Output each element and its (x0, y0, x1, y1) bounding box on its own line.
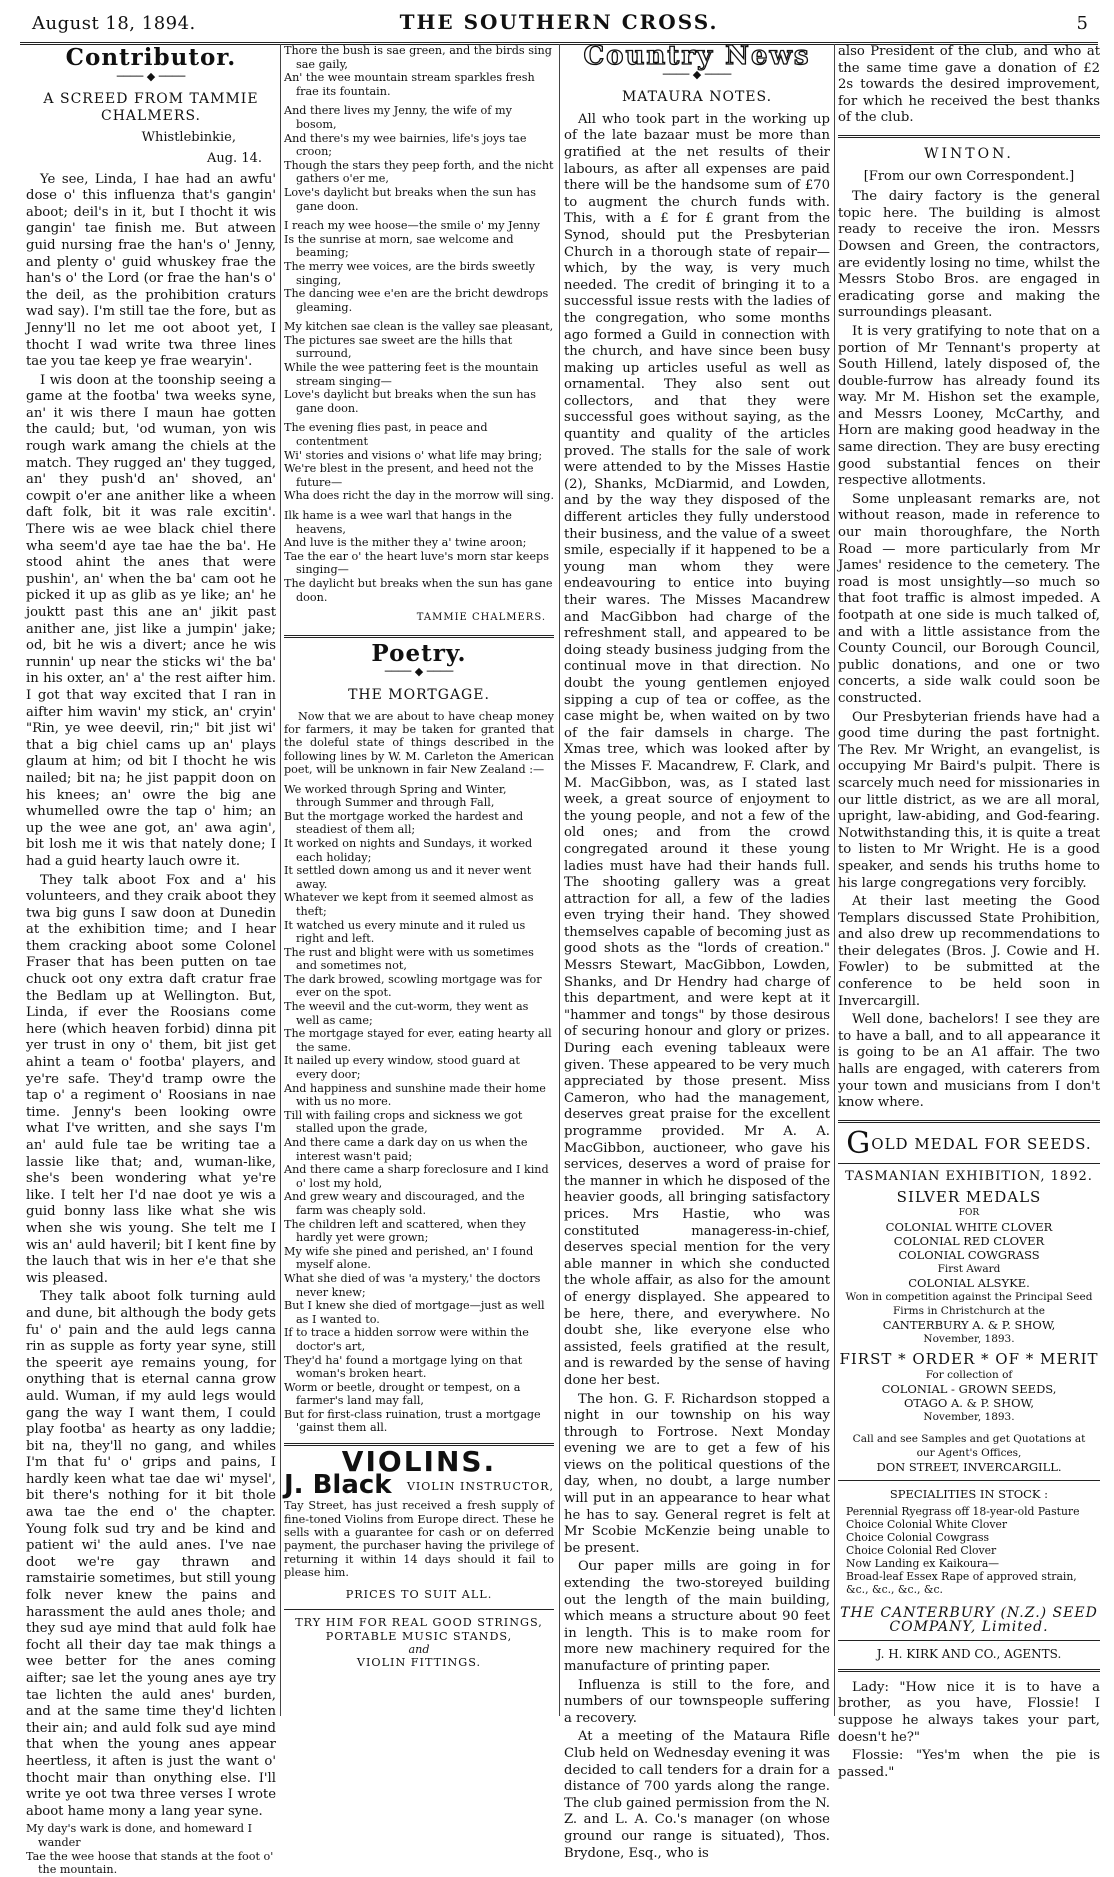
seed-colonial-grown: COLONIAL - GROWN SEEDS, (881, 1381, 1057, 1396)
poem-title: THE MORTGAGE. (348, 686, 490, 703)
poem-line: Love's daylicht but breaks when the sun has gane doon. (284, 185, 536, 213)
section-rule (838, 1120, 1100, 1123)
poem-line: What she died of was 'a mystery,' the doctors never knew; (284, 1271, 541, 1299)
poem-line: We're blest in the present, and heed not the future— (284, 462, 534, 489)
poem-intro: Now that we are about to have cheap money for farmers, it may be taken for granted that the doleful state of things described in the following lines by W. M. Carleton the American poet, will be unknown in fair New Zealand :— (284, 709, 554, 777)
poem-line: It worked on nights and Sundays, it worked each holiday; (284, 836, 533, 864)
poem-line: The pictures sae sweet are the hills that surround, (284, 333, 513, 361)
seed-list-item: Broad-leaf Essex Rape of approved strain, &c., &c., &c., &c. (846, 1569, 1077, 1596)
column-3 (564, 41, 830, 1861)
seed-list-item: Choice Colonial White Clover (846, 1517, 1008, 1531)
article-paragraph: Some unpleasant remarks are, not without reason, made in reference to our main thoroughfare, the North Road — more particularly from Mr James' residence to the cemetery. The road is most unsightly—so much so that foot traffic is almost impeded. A footpath at one side is much talked of, and with a little assistance from the County Council, our Borough Council, public donations, and one or two concerts, a side walk could soon be constructed. (838, 491, 1100, 706)
poem-line: Love's daylicht but breaks when the sun has gane doon. (284, 388, 536, 415)
poem-line: The dancing wee e'en are the bricht dewdrops gleaming. (284, 287, 549, 314)
paper-title: THE SOUTHERN CROSS. (399, 10, 719, 34)
poem-line: The weevil and the cut-worm, they went as well as came; (284, 1000, 529, 1027)
drop-cap: G (846, 1125, 872, 1161)
masthead (20, 4, 1098, 45)
violin-prices: PRICES TO SUIT ALL. (345, 1587, 493, 1601)
joke-reply: Flossie: "Yes'm when the pie is passed." (838, 1748, 1100, 1780)
poem-line: And grew weary and discouraged, and the farm was cheaply sold. (284, 1190, 525, 1217)
poem-line: If to trace a hidden sorrow were within the doctor's art, (284, 1326, 529, 1353)
poem-line: My kitchen sae clean is the valley sae pleasant, (284, 320, 554, 334)
article-paragraph: The dairy factory is the general topic here. The building is almost ready to receive the iron. Messrs Dowsen and Green, the contractors, are evidently losing no time, whilst the Messrs Stobo Bros. are engaged in eradicating gorse and making the surroundings pleasant. (838, 189, 1100, 321)
poem-line: And there came a sharp foreclosure and I kind o' lost my hold, (284, 1163, 549, 1190)
poem-line: It watched us every minute and it ruled us right and left. (284, 918, 526, 946)
poem-line: I reach my wee hoose—the smile o' my Jenny (284, 219, 540, 233)
poem-stanza (284, 219, 554, 314)
violin-stands: PORTABLE MUSIC STANDS, (325, 1629, 513, 1643)
poetry-heading: Poetry. (371, 639, 467, 667)
seed-list-item: Now Landing ex Kaikoura— (846, 1556, 1000, 1570)
contributor-heading: Contributor. (65, 44, 237, 71)
seed-advertisement (838, 1125, 1100, 1661)
violins-heading: VIOLINS. (341, 1445, 497, 1479)
article-paragraph: Influenza is still to the fore, and numbers of our townspeople suffering a recovery. (564, 1677, 830, 1726)
poem-line: Till with failing crops and sickness we got stalled upon the grade, (284, 1108, 523, 1136)
seed-silver-medals: SILVER MEDALS (896, 1187, 1042, 1206)
seed-alsyke: COLONIAL ALSYKE. (908, 1275, 1030, 1290)
ornament-divider: ──── ◆ ──── (384, 665, 454, 679)
article-paragraph: Ye see, Linda, I hae had an awfu' dose o' this influenza that's gangin' aboot; deil's in it, but I thocht it wis gangin' tae finish me. But atween guid nursing frae the han's o' Jenny, and plenty o' guid whuskey frae the han's o' the Lord (or frae the han's o' the deil, as the prohibition craturs wad say). I'm still tae the fore, but as Jenny'll no let me oot aboot yet, I thocht I wad write twa three lines tae you tae keep ye frae wearyin'. (26, 171, 276, 370)
poem-line: We worked through Spring and Winter, through Summer and through Fall, (284, 782, 507, 810)
poem-stanza (284, 104, 554, 213)
poem-line: And happiness and sunshine made their home with us no more. (284, 1081, 546, 1109)
violin-ad-header (284, 1469, 554, 1500)
poem-line: And there's my wee bairnies, life's joys tae croon; (284, 131, 527, 159)
column-rule (559, 44, 560, 1716)
violin-and: and (408, 1642, 430, 1656)
article-paragraph: At a meeting of the Mataura Rifle Club held on Wednesday evening it was decided to call tenders for a drain for a distance of 700 yards along the range. The club gained permission from the N. Z. and L. A. Co.'s manager (on whose ground our range is situated), Thos. Brydone, Esq., who is (564, 1729, 830, 1861)
poem-line: An' the wee mountain stream sparkles fresh frae its fountain. (284, 71, 535, 98)
divider (838, 1640, 1100, 1641)
poem-line: They'd ha' found a mortgage lying on that woman's broken heart. (284, 1353, 523, 1381)
seed-show-1: CANTERBURY A. & P. SHOW, (882, 1317, 1056, 1332)
seed-first-award: First Award (937, 1262, 1001, 1275)
poem-line: Thore the bush is sae green, and the birds sing sae gaily, (284, 44, 552, 71)
winton-title: WINTON. (924, 145, 1014, 162)
advertiser-name: J. Black (284, 1469, 392, 1500)
country-news-heading: Country News (583, 41, 811, 71)
seed-date-2: November, 1893. (923, 1410, 1015, 1423)
poem-line: Tae the ear o' the heart luve's morn star keeps singing— (284, 549, 549, 577)
poem-line: My wife she pined and perished, an' I found myself alone. (284, 1244, 534, 1272)
violin-ad-body: Tay Street, has just received a fresh supply of fine-toned Violins from Europe direct. These he sells with a guarantee for cash or on deferred payment, the purchaser having the privilege of returning it within 14 days should it fail to please him. (284, 1499, 554, 1580)
poem-line: Though the stars they peep forth, and the nicht gathers o'er me, (284, 158, 554, 186)
mortgage-poem (284, 783, 554, 1436)
poem-line: The dark browed, scowling mortgage was for ever on the spot. (284, 972, 542, 1000)
poem-line: And luve is the mither they a' twine aroon; (284, 536, 527, 550)
seed-medal-item: COLONIAL WHITE CLOVER (885, 1219, 1053, 1234)
poem-signature: TAMMIE CHALMERS. (416, 612, 546, 624)
seed-collection: For collection of (925, 1368, 1013, 1381)
column-rule (834, 44, 835, 1716)
section-rule (838, 1669, 1100, 1672)
poem-line: The merry wee voices, are the birds sweetly singing, (284, 259, 535, 287)
mataura-title: MATAURA NOTES. (621, 89, 773, 106)
seed-merit: FIRST * ORDER * OF * MERIT (839, 1349, 1099, 1368)
poem-stanza (284, 509, 554, 604)
divider (838, 1163, 1100, 1164)
article-paragraph: They talk aboot folk turning auld and dune, bit although the body gets fu' o' pain and the auld legs canna rin as supple as forty year syne, still the speerit aye remains young, for onything that is eternal canna grow auld. Wuman, if my auld legs would gang the way I want them, I could play footba' as hearty as ony laddie; bit na, they'll no gang, and whiles I'm that fu' o' grips and pains, I hardly keen what tae dae wi' mysel', bit there's nothing for it bit thole awa tae the end o' the chapter. Young folk sud try and be kind and patient wi' the auld anes. I've nae doot we're gay thrawn and ramstairie sometimes, but still young folk never knew the pains and harassment the auld anes thole; and they sud aye mind that auld folk hae focht all their day tae mak things a wee better for the anes coming aifter; sae let the young anes aye try tae lichten the auld anes' burden, and at the same time they'd lichten their ain; and auld folk sud aye mind that when the young anes appear heertless, it aften is just the want o' thocht mair than onything else. I'll write ye oot twa three verses I wrote aboot hame mony a lang year syne. (26, 1289, 276, 1819)
seed-medal-item: COLONIAL COWGRASS (898, 1247, 1040, 1262)
seed-exhibition: TASMANIAN EXHIBITION, 1892. (845, 1168, 1093, 1184)
winton-byline: [From our own Correspondent.] (863, 168, 1075, 184)
seed-for: FOR (958, 1207, 980, 1218)
seed-list-item: Choice Colonial Red Clover (846, 1543, 997, 1557)
ornament-divider: ──── ◆ ──── (116, 69, 186, 83)
poem-line: The daylicht but breaks when the sun has gane doon. (284, 576, 553, 604)
dateline-date: Aug. 14. (206, 150, 262, 166)
seed-won: Won in competition against the Principal Seed Firms in Christchurch at the (845, 1290, 1093, 1317)
poem-line: Wha does richt the day in the morrow will sing. (284, 489, 555, 503)
page-number: 5 (1076, 13, 1088, 34)
poem-line: And there came a dark day on us when the interest wasn't paid; (284, 1136, 528, 1163)
poem-line: The children left and scattered, when they hardly yet were grown; (284, 1217, 526, 1245)
poem-line: While the wee pattering feet is the mountain stream singing— (284, 361, 539, 388)
poem-line: Worm or beetle, drought or tempest, on a farmer's land may fall, (284, 1380, 521, 1408)
section-rule (284, 635, 554, 638)
seed-list-item: Choice Colonial Cowgrass (846, 1530, 990, 1544)
poem-line: My day's wark is done, and homeward I wander (26, 1822, 252, 1849)
poem-line: Whatever we kept from it seemed almost as theft; (284, 891, 534, 918)
seed-agents: J. H. KIRK AND CO., AGENTS. (876, 1646, 1062, 1661)
seed-medal-item: COLONIAL RED CLOVER (893, 1233, 1045, 1248)
joke-paragraph: Lady: "How nice it is to have a brother, as you have, Flossie! I suppose he always takes your part, doesn't he?" (838, 1679, 1100, 1745)
poem-line: And there lives my Jenny, the wife of my bosom, (284, 104, 512, 131)
home-poem (284, 44, 554, 604)
divider (838, 1480, 1100, 1481)
article-paragraph: At their last meeting the Good Templars discussed State Prohibition, and also drew up recommendations to their delegates (Bros. J. Cowie and H. Fowler) to be submitted at the conference to be held soon in Invercargill. (838, 894, 1100, 1009)
seed-list (838, 1505, 1100, 1596)
seed-date-1: November, 1893. (923, 1332, 1015, 1345)
seed-address: DON STREET, INVERCARGILL. (876, 1459, 1062, 1474)
poem-line: The evening flies past, in peace and contentment (284, 421, 488, 449)
poem-line: The mortgage stayed for ever, eating hearty all the same. (284, 1027, 552, 1054)
seed-show-2: OTAGO A. & P. SHOW, (903, 1395, 1035, 1410)
poem-line: But for first-class ruination, trust a mortgage 'gainst them all. (284, 1407, 541, 1435)
screed-title: A SCREED FROM TAMMIE CHALMERS. (43, 91, 259, 124)
issue-date: August 18, 1894. (32, 13, 196, 34)
poem-line: Wi' stories and visions o' what life may bring; (284, 448, 543, 462)
column-1 (26, 44, 276, 1877)
poem-line: It settled down among us and it never went away. (284, 864, 532, 891)
poem-stanza (284, 421, 554, 503)
section-rule (838, 135, 1100, 138)
poem-line: But the mortgage worked the hardest and steadiest of them all; (284, 809, 524, 837)
article-paragraph: I wis doon at the toonship seeing a game at the footba' twa weeks syne, an' it wis there I maun hae gotten the cauld; but, 'od wuman, yon wis rough wark amang the chiels at the match. They rugged an' they tugged, an' they push'd an' shoved, an' cowpit o'er ane anither like a wheen daft folk, bit it was rale excitin'. There wis ae wee black chiel there wha seem'd aye tae hae the ba'. He stood ahint the anes that were pushin', an' when the ba' cam oot he picked it up as glib as ye like; an' he jouktt past this ane an' jikit past anither ane, jist like a jumpin' jake; od, bit he wis a divert; ance he wis runnin' up near the sticks wi' the ba' in his oxter, an' a' the rest aifter him. I got that way excited that I ran in aifter him wavin' my stick, an' cryin' "Rin, ye wee deevil, rin;" bit jist wi' that a big chiel cams up an' plays glaum at him; od bit I thocht he wis nailed; bit na; he jist pappit doon on his knees; an' owre the big ane whumelled owre the tap o' him; an up the wee ane got, an' awa agin', bit losh me it wis that nately done; I had a guid hearty lauch owre it. (26, 372, 276, 869)
poem-stanza (284, 320, 554, 415)
poem-line: The rust and blight were with us sometimes and sometimes not, (284, 945, 534, 973)
seed-specialities: SPECIALITIES IN STOCK : (889, 1486, 1049, 1501)
home-poem-opening (26, 1822, 276, 1876)
poem-line: Tae the wee hoose that stands at the foot o' the mountain. (26, 1849, 274, 1877)
article-paragraph: Our Presbyterian friends have had a good time during the past fortnight. The Rev. Mr Wright, an evangelist, is occupying Mr Baird's pulpit. There is scarcely much need for missionaries in our little district, as we are all moral, upright, law-abiding, and God-fearing. Notwithstanding this, it is quite a treat to listen to Mr Wright. He is a good speaker, and sends his truths home to his large congregations very forcibly. (838, 709, 1100, 891)
poem-stanza (284, 44, 554, 98)
article-paragraph: The hon. G. F. Richardson stopped a night in our township on his way through to Fortrose. Next Monday evening we are to get a few of his views on the political questions of the day, when, no doubt, a large number will put in an appearance to hear what he has to say. General regret is felt at Mr Scobie McKenzie being unable to be present. (564, 1391, 830, 1556)
seed-list-item: Perennial Ryegrass off 18-year-old Pasture (846, 1504, 1080, 1518)
article-paragraph: also President of the club, and who at the same time gave a donation of £2 2s towards the desired improvement, for which he received the best thanks of the club. (838, 44, 1100, 126)
divider (284, 1609, 554, 1610)
column-2 (284, 44, 554, 1716)
seed-company: THE CANTERBURY (N.Z.) SEED COMPANY, Limited. (840, 1604, 1098, 1635)
article-paragraph: All who took part in the working up of the late bazaar must be more than gratified at the net results of their labours, as after all expenses are paid there will be the handsome sum of £70 to augment the church funds with. This, with a £ for £ grant from the Synod, should put the Presbyterian Church in a thorough state of repair—which, by the way, is very much needed. The credit of bringing it to a successful issue rests with the ladies of the congregation, who some months ago formed a Guild in connection with the church, and have since been busy making up articles useful as well as ornamental. They also sent out collectors, and that they were successful goes without saying, as the quantity and quality of the articles proved. The stalls for the sale of work were attended to by the Misses Hastie (2), Shanks, McDiarmid, and Lowden, and by the way they disposed of the different articles they fully understood their business, and the value of a sweet smile, especially if it happened to be a young man whom they were endeavouring to entice into buying their wares. The Misses Macandrew and MacGibbon had charge of the refreshment stall, and appeared to be doing steady business judging from the continual move in that direction. No doubt the young gentlemen enjoyed sipping a cup of tea or coffee, as the case might be, when waited on by two of the fair damsels in charge. The Xmas tree, which was looked after by the Misses F. Macandrew, F. Clark, and M. MacGibbon, was, as I stated last week, a great source of enjoyment to the young people, and not a few of the old ones; and from the crowd congregated around it these young ladies must have had their hands full. The shooting gallery was a great attraction for all, a few of the ladies even trying their hand. They showed themselves capable of becoming just as good shots as the "lords of creation." Messrs Stewart, MacGibbon, Lowden, Shanks, and Dr Hendry had charge of this department, and were kept at it "hammer and tongs" by those desirous of securing honour and glory or prizes. During each evening tableaux were given. These appeared to be very much appreciated by those present. Miss Cameron, who had the management, deserves great praise for the excellent programme provided. Mr A. A. MacGibbon, auctioneer, who gave his services, deserves a word of praise for the manner in which he disposed of the heavier goods, all bringing satisfactory prices. Mrs Hastie, who was constituted manageress-in-chief, deserves special mention for the very able manner in which she conducted the whole affair, as also for the amount of energy displayed. She appeared to be here, there, and everywhere. No doubt she, like everyone else who assisted, feels gratified at the result, and is rewarded by the sense of having done her best. (564, 111, 830, 1388)
ornament-divider: ──── ◆ ──── (662, 67, 732, 81)
column-4 (838, 44, 1100, 1780)
article-paragraph: It is very gratifying to note that on a portion of Mr Tennant's property at South Hillend, lately disposed of, the double-furrow has already found its way. Mr M. Hishon set the example, and Messrs Looney, McCarthy, and Horn are making good headway in the same direction. They are busy erecting good substantial fences on their respective allotments. (838, 323, 1100, 489)
dateline-place: Whistlebinkie, (141, 130, 236, 146)
violin-strings: TRY HIM FOR REAL GOOD STRINGS, (295, 1616, 543, 1630)
seed-ad-heading (838, 1125, 1100, 1161)
poem-line: It nailed up every window, stood guard at every door; (284, 1054, 520, 1082)
seed-call: Call and see Samples and get Quotations at our Agent's Offices, (852, 1432, 1086, 1459)
poem-line: Is the sunrise at morn, sae welcome and beaming; (284, 232, 514, 260)
article-paragraph: They talk aboot Fox and a' his volunteers, and they craik aboot they twa big guns I saw doon at Dunedin at the exhibition time; and I hear them cracking aboot some Colonel Fraser that has been putten on tae chuck oot ony extra daft cratur frae the Bedlam up at Wellington. But, Linda, if ever the Roosians come here (which heaven forbid) dinna pit yer trust in ony o' them, bit jist get ahint a team o' footba' players, and ye're safe. They'd tramp owre the tap o' a regiment o' Roosians in nae time. Jenny's been looking owre what I've written, and she says I'm an' auld fule tae be writing tae a lassie like that; and, wuman-like, she's been wondering what ye're like. I telt her I'd nae doot ye wis a guid bonny lass like what she wis when she wis young. She telt me I wis an' auld haveril; bit I kent fine by the lauch that wis in her e'e that she wis pleased. (26, 872, 276, 1286)
poem-line: Ilk hame is a wee warl that hangs in the heavens, (284, 509, 512, 536)
violin-fittings: VIOLIN FITTINGS. (356, 1656, 482, 1670)
advertiser-role: VIOLIN INSTRUCTOR, (406, 1480, 554, 1494)
article-paragraph: Our paper mills are going in for extending the two-storeyed building out the length of the main building, which means a structure about 90 feet in length. This is to make room for more new machinery required for the manufacture of printing paper. (564, 1559, 830, 1674)
article-paragraph: Well done, bachelors! I see they are to have a ball, and to all appearance it is going to be an A1 affair. The two halls are engaged, with caterers from your town and musicians from I don't know where. (838, 1012, 1100, 1111)
column-rule (280, 44, 281, 1716)
poem-line: But I knew she died of mortgage—just as well as I wanted to. (284, 1299, 545, 1326)
seed-ad-heading-text: OLD MEDAL FOR SEEDS. (871, 1134, 1092, 1153)
